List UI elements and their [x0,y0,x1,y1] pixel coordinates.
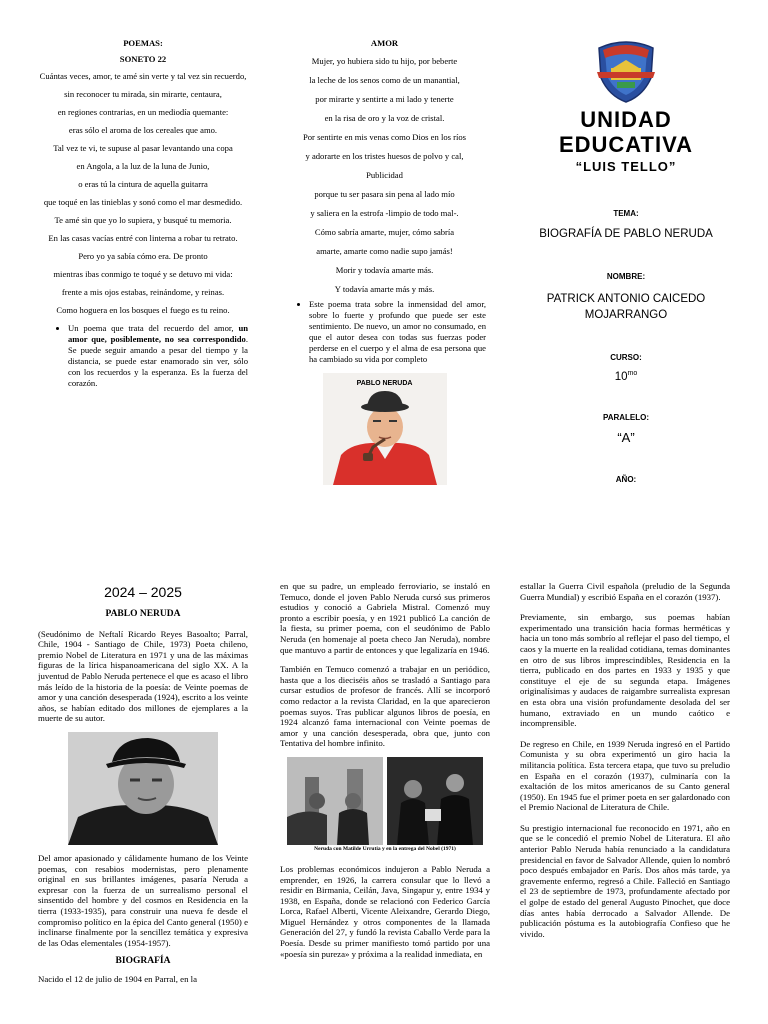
curso-number: 10 [614,370,628,383]
neruda-photo-icon [68,732,218,845]
amor-commentary [283,299,486,365]
curso-label: CURSO: [610,353,642,362]
photo-caption: Neruda con Matilde Urrutia y en la entrega del Nobel (1971) [314,845,456,852]
bio-column-3 [520,581,730,939]
poem-line: y adorarte en los tristes huesos de polvo y cal, [305,151,464,161]
poem-line: En las casas vacías entré con linterna a robar tu retrato. [48,233,238,243]
poem-line: la leche de los senos como de un manantial, [309,75,460,85]
cover-column [515,38,737,484]
poem-line: Cuántas veces, amor, te amé sin verte y tal vez sin recuerdo, [39,71,247,81]
bio-paragraph: Del amor apasionado y cálidamente humano de los Veinte poemas, con resabios modernistas, pero plenamente original en sus brillantes imágenes, pasaría Neruda a expresar con la fuerza de un surrealismo personal el sinsentido del hombre y del cosmos en Residencia en la tierra (1933-1935), para construir una nueva fe desde el compromiso político en la épica del Canto general (1950) e inclinarse finalmente por la sencillez temática y expresiva de las Odas elementales (1954-1957). [38,852,248,948]
poems-heading: POEMAS: [123,38,163,48]
school-line1: UNIDAD [580,107,672,132]
nobel-photos [287,757,483,845]
biography-heading: BIOGRAFÍA [115,956,171,967]
bio-title: PABLO NERUDA [105,609,181,619]
anio-label: AÑO: [615,474,637,484]
tema-value: BIOGRAFÍA DE PABLO NERUDA [539,228,713,240]
commentary-text: Un poema que trata del recuerdo del amor, [68,323,239,333]
sonnet-commentary [38,323,248,389]
poem-line: en Angola, a la luz de la luna de Junio, [76,161,210,171]
poem-line: y saliera en la estrofa -limpio de todo mal-. [310,208,459,218]
curso-superscript: mo [627,370,638,377]
nobel-photo-icon [287,757,483,845]
poem-line: Te amé sin que yo lo supiera, y busqué tu memoria. [54,215,232,225]
school-name: “LUIS TELLO” [575,159,677,174]
poem-line: amarte, amarte como nadie supo jamás! [316,246,453,256]
school-line2: EDUCATIVA [558,132,694,157]
poem-line: Pero yo ya sabía cómo era. De pronto [78,251,208,261]
poem-line: Y todavía amarte más y más. [334,284,435,294]
nombre-value: PATRICK ANTONIO CAICEDO MOJARRANGO [546,293,706,321]
poem-line: que toqué en las tinieblas y sonó como el mar desmedido. [43,197,243,207]
bio-paragraph: estallar la Guerra Civil española (preludio de la Segunda Guerra Mundial) y escribió España en el corazón (1937). [520,581,730,602]
poem-line: mientras ibas conmigo te toqué y se detuvo mi vida: [53,269,233,279]
illustration-caption: PABLO NERUDA [356,380,413,387]
bio-paragraph: en que su padre, un empleado ferroviario, se instaló en Temuco, donde el joven Pablo Neruda cursó sus primeros estudios y conoció a Gabriela Mistral. Comenzó muy pronto a escribir poesía, y en 1921 publicó La canción de la fiesta, su primer poema, con el seudónimo de Pablo Neruda (en homenaje al poeta checo Jan Neruda), nombre que mantuvo a partir de entonces y que legalizaría en 1946. [280,581,490,655]
bio-column-2 [280,581,490,959]
paralelo-value: “A” [617,429,635,445]
bio-paragraph: Nacido el 12 de julio de 1904 en Parral, en la [38,973,198,984]
poem-line: o eras tú la cintura de aquella guitarra [78,179,208,189]
poem-line: porque tu ser pasara sin pena al lado mío [314,189,455,199]
school-year: 2024 – 2025 [104,584,182,600]
bio-paragraph: También en Temuco comenzó a trabajar en un periódico, hasta que a los dieciséis años se trasladó a Santiago para cursar estudios de profesor de francés. Allí se incorporó como redactor a la revista Claridad, en la que aparecieron poemas suyos. Tras publicar algunos libros de poesía, en 1924 alcanzó fama internacional con Veinte poemas de amor y una canción desesperada, obra que, junto con Tentativa del hombre infinito. [280,664,490,749]
school-shield-icon [593,38,659,104]
amor-title: AMOR [370,38,399,48]
poem-line: Publicidad [366,170,403,180]
sonnet-title: SONETO 22 [119,54,167,64]
poem-line: Tal vez te vi, te supuse al pasar levantando una copa [53,143,233,153]
poem-column-amor [283,38,486,485]
bio-paragraph: De regreso en Chile, en 1939 Neruda ingresó en el Partido Comunista y su obra experimentó un giro hacia la militancia política. Esta tercera etapa, que tuvo su preludio en España en el corazón (1937), culminaría con la exaltación de los mitos americanos de su Canto general (1950). En 1945 fue el primer poeta en ser galardonado con el Premio Nacional de Literatura de Chile. [520,738,730,813]
nombre-label: NOMBRE: [606,272,646,281]
commentary-emphasis: un amor que, posiblemente, no sea correspondido [68,323,248,344]
poem-line: en regiones contrarias, en un mediodía quemante: [57,107,229,117]
curso-value [515,370,737,383]
bio-column-1 [38,584,248,984]
paralelo-label: PARALELO: [602,412,650,422]
poem-line: en la risa de oro y la voz de cristal. [324,113,445,123]
poem-line: Morir y todavía amarte más. [335,265,434,275]
neruda-illustration [323,373,447,485]
neruda-cartoon-icon [323,385,447,485]
school-logo [593,38,659,104]
bio-paragraph: Los problemas económicos indujeron a Pablo Neruda a emprender, en 1926, la carrera consular que lo llevó a residir en Birmania, Ceilán, Java, Singapur y, entre 1934 y 1938, en España, donde se relacionó con Federico García Lorca, Rafael Alberti, Vicente Aleixandre, Gerardo Diego, Miguel Hernández y otros componentes de la llamada Generación del 27, y fundó la revista Caballo Verde para la Poesía. Desde su primer manifiesto tomó partido por una «poesía sin pureza» y próxima a la realidad inmediata, en [280,863,490,959]
bio-paragraph: (Seudónimo de Neftalí Ricardo Reyes Basoalto; Parral, Chile, 1904 - Santiago de Chile, 1973) Poeta chileno, premio Nobel de Literatura en 1971 y una de las máximas figuras de la lírica hispanoamericana del siglo XX. A la juventud de Pablo Neruda pertenece el que es acaso el libro más leído de la historia de la poesía: de Veinte poemas de amor y una canción desesperada (1924), escrito a los veinte años, se habían editado dos millones de ejemplares a la muerte de su autor. [38,628,248,724]
poem-line: sin reconocer tu mirada, sin mirarte, centaura, [64,89,222,99]
poem-line: Mujer, yo hubiera sido tu hijo, por beberte [311,56,458,66]
bio-paragraph: Su prestigio internacional fue reconocido en 1971, año en que se le concedió el premio Nobel de Literatura. El año anterior Pablo Neruda había renunciado a la candidatura presidencial en favor de Salvador Allende, quien lo nombró poco después embajador en París. Dos años más tarde, ya gravemente enfermo, regresó a Chile. Falleció en Santiago el 23 de septiembre de 1973, profundamente afectado por el golpe de estado del general Augusto Pinochet, que doce días antes había derrocado a Salvador Allende. De publicación póstuma es la autobiografía Confieso que he vivido. [520,822,730,939]
poem-column-soneto [38,38,248,389]
commentary-text: . Se puede seguir amando a pesar del tiempo y la distancia, se puede estar enamorado sin ver, sólo con los recuerdos y la esperanza. Es la fuerza del corazón. [68,334,248,388]
poem-line: Como hoguera en los bosques el fuego es tu reino. [56,305,230,315]
tema-label: TEMA: [613,209,639,218]
poem-line: Por sentirte en mis venas como Dios en los ríos [302,132,467,142]
poem-line: por mirarte y sentirte a mi lado y tenerte [315,94,454,104]
bio-paragraph: Previamente, sin embargo, sus poemas habían experimentado una transición hacia formas herméticas y hacia un tono más sombrío al reflejar el paso del tiempo, el caos y la muerte en la realidad cotidiana, temas dominantes en otro de sus libros imprescindibles, Residencia en la tierra, publicado en dos partes en 1933 y 1935 y que constituye el eje de su segunda etapa. Imágenes originalísimas y audaces de raigambre surrealista expresan en esta obra una visión profundamente desolada del ser humano, extraviado en un mundo caótico e incomprensible. [520,612,730,729]
commentary-bullet [68,323,248,389]
commentary-bullet: • Este poema trata sobre la inmensidad del amor, sobre lo fuerte y profundo que puede ser este sentimiento. De nuevo, un amor no consumado, en que el autor desea con todas sus fuerzas poder perderse en el cuerpo y el alma de esa persona que ha cambiado su vida por completo [309,299,486,365]
neruda-portrait [68,732,218,845]
poem-line: Cómo sabría amarte, mujer, cómo sabría [314,227,455,237]
sonnet-lines [38,71,248,316]
poem-line: frente a mis ojos estabas, reinándome, y reinas. [61,287,225,297]
poem-line: eras sólo el aroma de los cereales que amo. [68,125,218,135]
